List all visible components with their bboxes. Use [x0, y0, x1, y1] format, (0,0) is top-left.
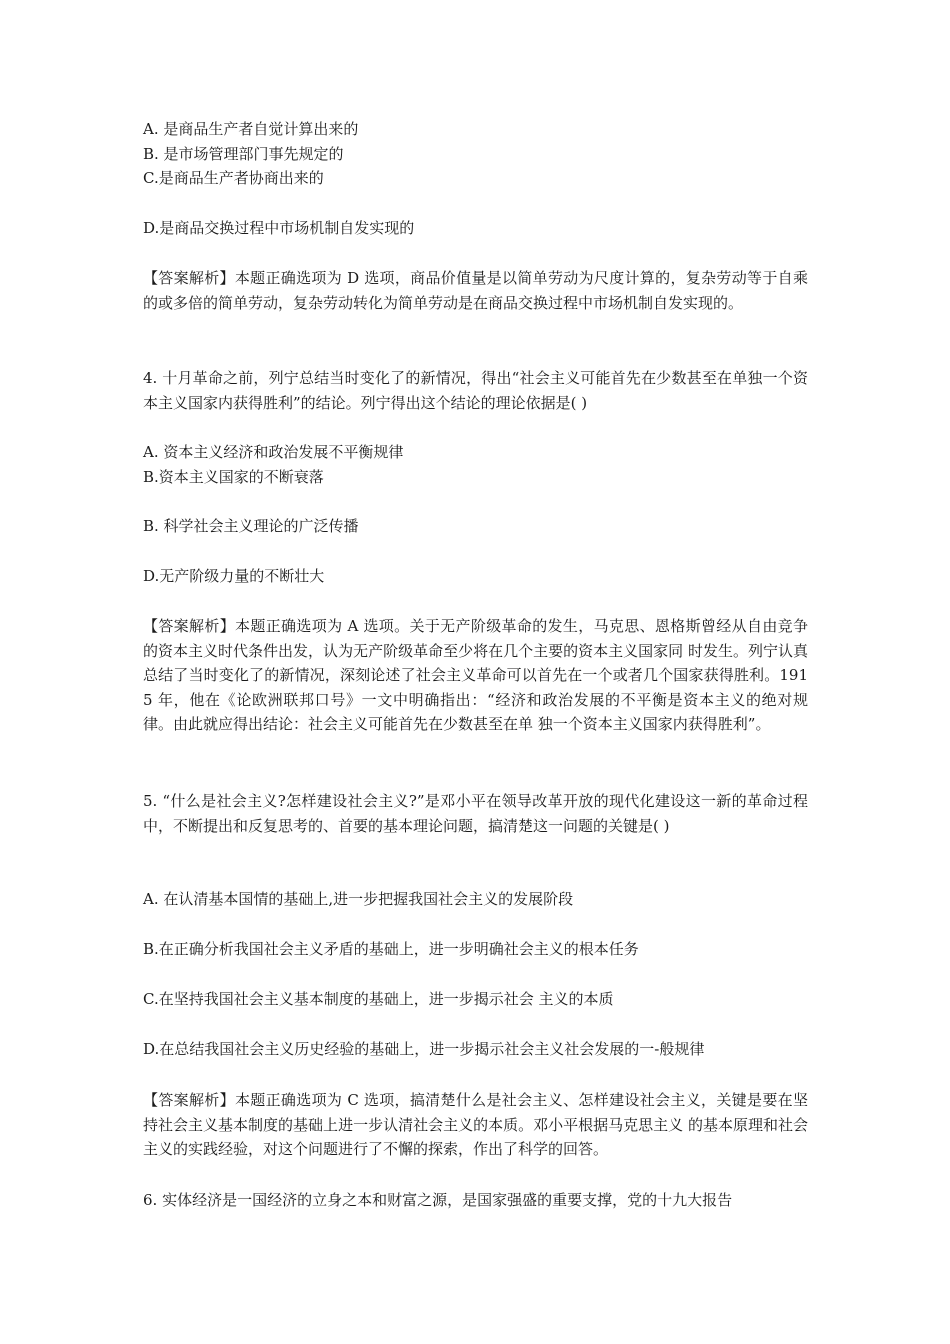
q4-option-b: B.资本主义国家的不断衰落: [143, 468, 324, 486]
q5-option-d: D.在总结我国社会主义历史经验的基础上，进一步揭示社会主义社会发展的一-般规律: [143, 1040, 705, 1058]
q5-option-c: C.在坚持我国社会主义基本制度的基础上，进一步揭示社会 主义的本质: [143, 990, 614, 1008]
q4-option-a: A. 资本主义经济和政治发展不平衡规律: [143, 443, 404, 461]
q3-option-c: C.是商品生产者协商出来的: [143, 169, 324, 187]
q5-option-a: A. 在认清基本国情的基础上,进一步把握我国社会主义的发展阶段: [143, 890, 574, 908]
q4-question: 4. 十月革命之前，列宁总结当时变化了的新情况，得出“社会主义可能首先在少数甚至在单独一个资本主义国家内获得胜利”的结论。列宁得出这个结论的理论依据是( ): [143, 369, 808, 412]
q5-option-b: B.在正确分析我国社会主义矛盾的基础上，进一步明确社会主义的根本任务: [143, 940, 639, 958]
q3-option-a: A. 是商品生产者自觉计算出来的: [143, 120, 359, 138]
q3-answer-analysis: 【答案解析】本题正确选项为 D 选项，商品价值量是以简单劳动为尺度计算的，复杂劳动等于自乘的或多倍的简单劳动，复杂劳动转化为简单劳动是在商品交换过程中市场机制自发实现的。: [143, 269, 808, 312]
q3-option-d: D.是商品交换过程中市场机制自发实现的: [143, 219, 415, 237]
q4-option-d: D.无产阶级力量的不断壮大: [143, 567, 325, 585]
q6-question: 6. 实体经济是一国经济的立身之本和财富之源，是国家强盛的重要支撑，党的十九大报告: [143, 1191, 733, 1209]
q4-answer-analysis: 【答案解析】本题正确选项为 A 选项。关于无产阶级革命的发生，马克思、恩格斯曾经从自由竞争的资本主义时代条件出发，认为无产阶级革命至少将在几个主要的资本主义国家同 时发生。列宁认真总结了当时变化了的新情况，深刻论述了社会主义革命可以首先在一个或者几个国家获得胜利。1915 年，他在《论欧洲联邦口号》一文中明确指出：“经济和政治发展的不平衡是资本主义的绝对规律。由此就应得出结论：社会主义可能首先在少数甚至在单 独一个资本主义国家内获得胜利”。: [143, 617, 808, 733]
q5-question: 5. “什么是社会主义?怎样建设社会主义?”是邓小平在领导改革开放的现代化建设这一新的革命过程中，不断提出和反复思考的、首要的基本理论问题，搞清楚这一问题的关键是( ): [143, 792, 808, 835]
q4-option-b2: B. 科学社会主义理论的广泛传播: [143, 517, 359, 535]
q5-answer-analysis: 【答案解析】本题正确选项为 C 选项，搞清楚什么是社会主义、怎样建设社会主义，关键是要在坚持社会主义基本制度的基础上进一步认清社会主义的本质。邓小平根据马克思主义 的基本原理和社会主义的实践经验，对这个问题进行了不懈的探索，作出了科学的回答。: [143, 1091, 808, 1158]
q3-option-b: B. 是市场管理部门事先规定的: [143, 145, 344, 163]
